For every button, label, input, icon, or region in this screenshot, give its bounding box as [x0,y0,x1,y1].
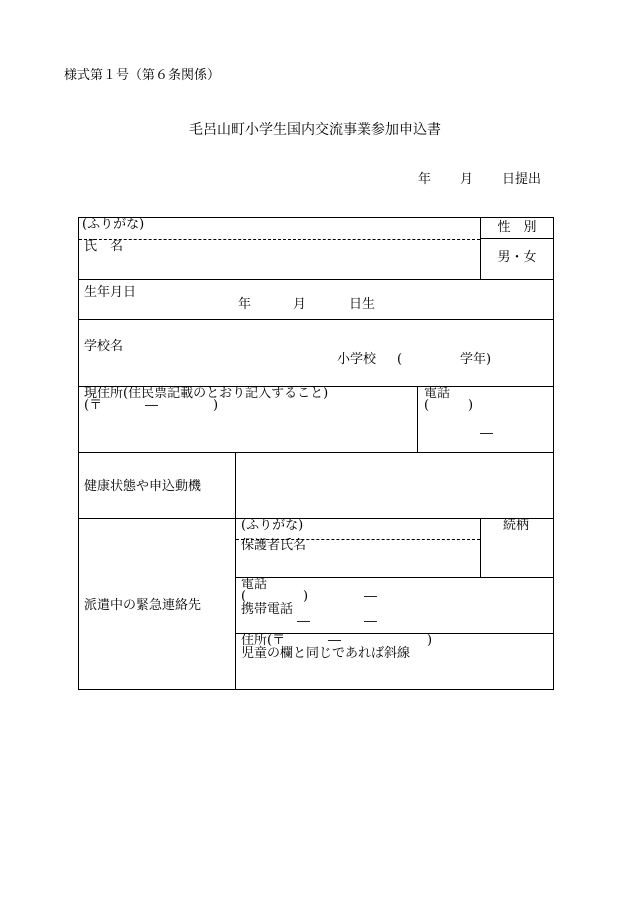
relation-label: 続柄 [503,518,530,533]
application-form-table [78,217,554,690]
phone-cell[interactable] [418,387,554,453]
birthdate-label: 生年月日 [84,285,137,300]
motivation-input-cell[interactable] [236,453,554,519]
birthdate-cell[interactable] [79,280,554,320]
emergency-address-note: 児童の欄と同じであれば斜線 [241,646,411,661]
applicant-name-label: 氏 名 [84,239,124,254]
birth-year-label: 年 [238,297,252,312]
emergency-address-dash: ― [328,633,341,648]
guardian-furigana-label: (ふりがな) [241,518,304,533]
gender-cell[interactable] [481,218,554,280]
mobile-phone-label: 携帯電話 [241,602,294,617]
form-number: 様式第１号（第６条関係） [64,68,221,83]
mobile-dash-1: ― [297,614,310,629]
school-suffix: 小学校 [337,352,377,367]
guardian-name-cell[interactable] [236,519,481,578]
birth-month-label: 月 [293,297,307,312]
submit-day-label: 日提出 [502,172,542,187]
emergency-label: 派遣中の緊急連絡先 [84,598,202,613]
school-cell[interactable] [79,320,554,387]
motivation-label-cell [79,453,236,519]
phone-open: ( [424,398,430,413]
emergency-phone-open: ( [241,589,247,604]
gender-options[interactable]: 男・女 [497,250,537,265]
motivation-label: 健康状態や申込動機 [84,479,202,494]
emergency-address-cell[interactable] [236,634,554,690]
emergency-label-cell [79,519,236,690]
submission-date [418,172,541,187]
gender-label: 性 別 [481,218,553,239]
applicant-furigana-label: (ふりがな) [82,217,145,232]
emergency-address-label: 住所(〒 [241,633,286,648]
guardian-name-label: 保護者氏名 [241,538,307,553]
submit-year-label: 年 [418,172,432,187]
submit-month-label: 月 [460,172,474,187]
grade-suffix: 学年) [460,352,492,367]
postal-open: (〒 [84,398,103,413]
school-label: 学校名 [84,339,124,354]
grade-open: ( [397,352,403,367]
page-title: 毛呂山町小学生国内交流事業参加申込書 [189,122,441,138]
phone-dash: ― [480,426,493,441]
emergency-phone-cell[interactable] [236,578,554,634]
applicant-name-cell[interactable] [79,218,481,280]
relation-cell[interactable] [481,519,554,578]
postal-dash: ― [145,398,158,413]
phone-label: 電話 [424,386,451,401]
emergency-address-close: ) [427,633,433,648]
current-address-label: 現住所(住民票記載のとおり記入すること) [84,386,329,401]
phone-close: ) [468,398,474,413]
emergency-phone-close: ) [303,589,309,604]
postal-close: ) [213,398,219,413]
mobile-dash-2: ― [364,614,377,629]
birth-day-label: 日生 [349,297,376,312]
furigana-divider [79,239,480,240]
emergency-phone-dash: ― [364,589,377,604]
current-address-cell[interactable] [79,387,418,453]
emergency-phone-label: 電話 [241,577,268,592]
